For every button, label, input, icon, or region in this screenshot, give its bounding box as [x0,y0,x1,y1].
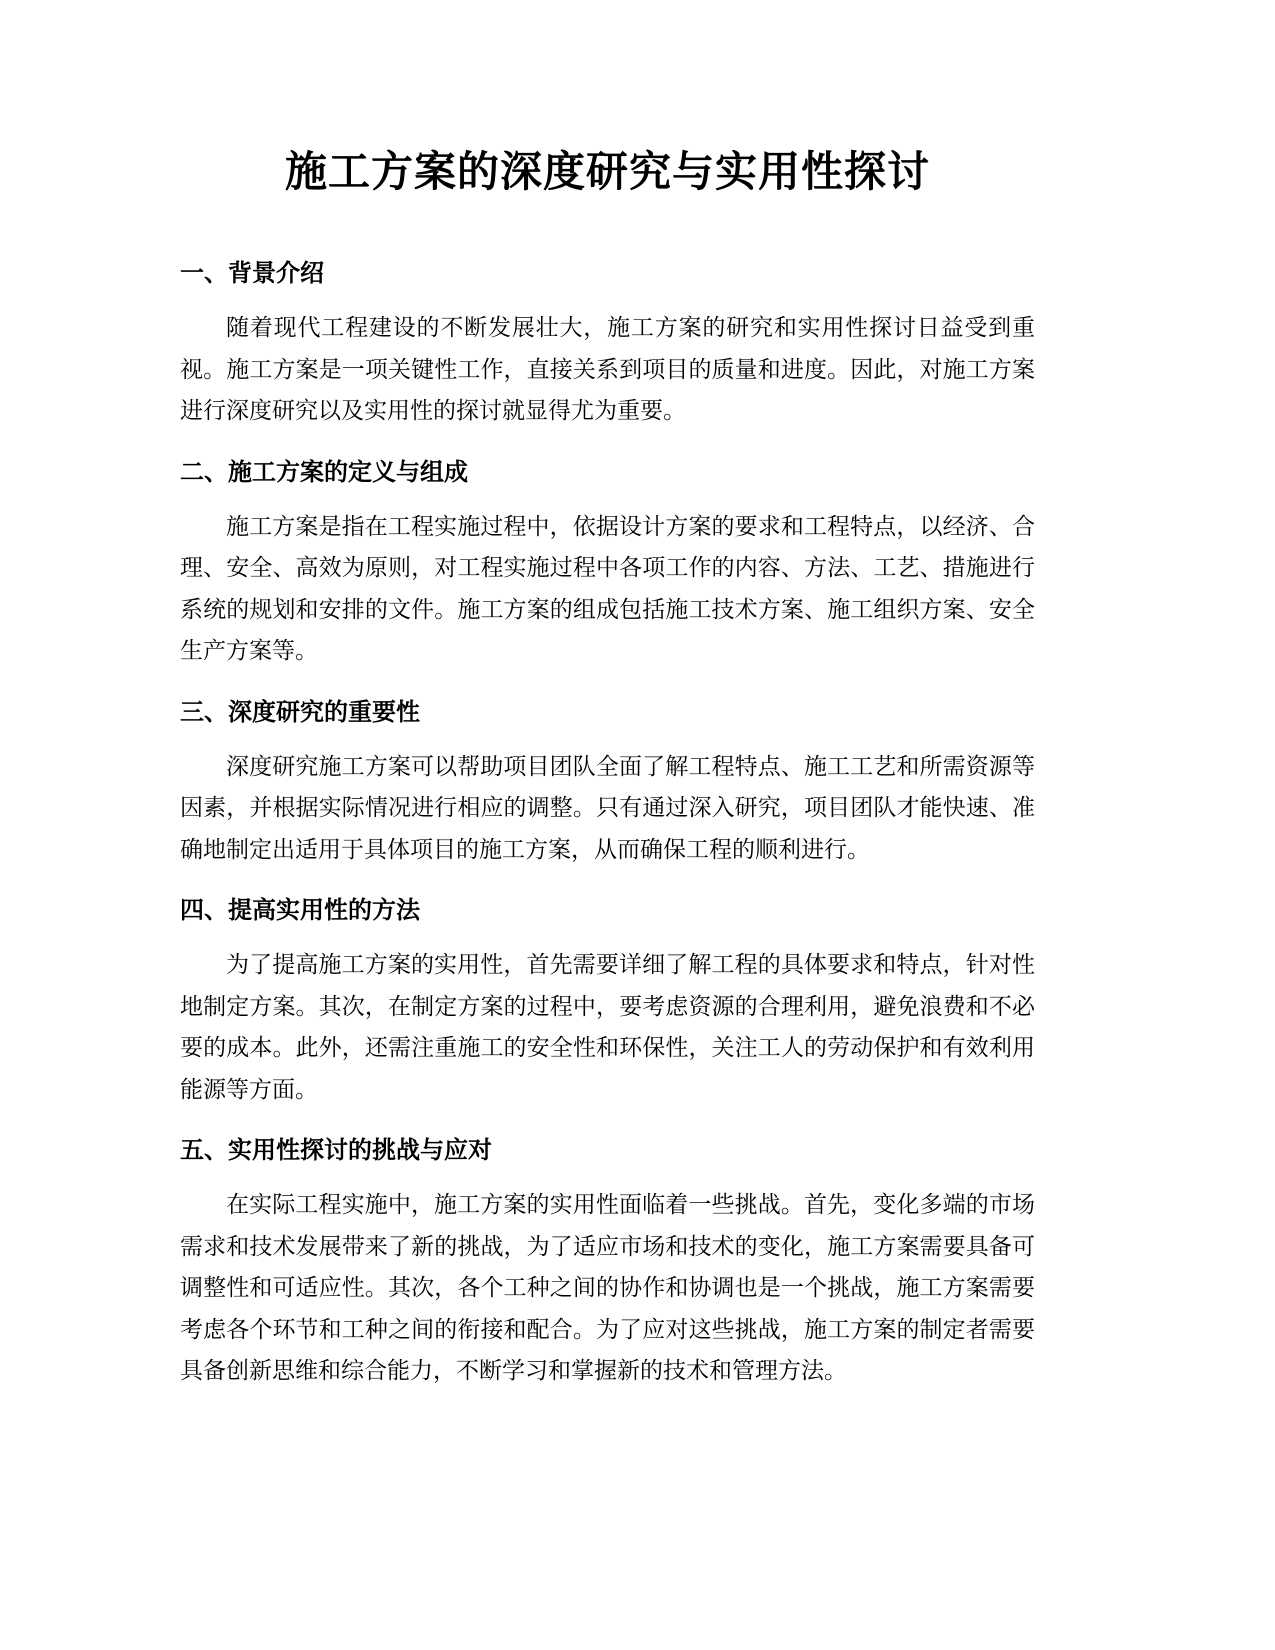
document-title: 施工方案的深度研究与实用性探讨 [284,147,930,196]
section-heading: 二、施工方案的定义与组成 [180,457,468,486]
section-paragraph: 为了提高施工方案的实用性，首先需要详细了解工程的具体要求和特点，针对性地制定方案。其次，在制定方案的过程中，要考虑资源的合理利用，避免浪费和不必要的成本。此外，还需注重施工的安全性和环保性，关注工人的劳动保护和有效利用能源等方面。 [180,952,1035,1103]
section-heading: 三、深度研究的重要性 [180,697,420,726]
section-challenges [180,1135,1035,1393]
section-importance [180,697,1035,872]
section-definition [180,457,1035,673]
document-page [180,140,1035,1417]
section-methods [180,895,1035,1111]
section-heading: 四、提高实用性的方法 [180,896,420,924]
section-heading: 五、实用性探讨的挑战与应对 [180,1136,492,1164]
section-paragraph: 深度研究施工方案可以帮助项目团队全面了解工程特点、施工工艺和所需资源等因素，并根据实际情况进行相应的调整。只有通过深入研究，项目团队才能快速、准确地制定出适用于具体项目的施工方案，从而确保工程的顺利进行。 [180,753,1035,863]
section-paragraph: 在实际工程实施中，施工方案的实用性面临着一些挑战。首先，变化多端的市场需求和技术发展带来了新的挑战，为了适应市场和技术的变化，施工方案需要具备可调整性和可适应性。其次，各个工种之间的协作和协调也是一个挑战，施工方案需要考虑各个环节和工种之间的衔接和配合。为了应对这些挑战，施工方案的制定者需要具备创新思维和综合能力，不断学习和掌握新的技术和管理方法。 [180,1192,1035,1384]
section-heading: 一、背景介绍 [180,259,324,287]
section-background [180,258,1035,433]
section-paragraph: 施工方案是指在工程实施过程中，依据设计方案的要求和工程特点，以经济、合理、安全、高效为原则，对工程实施过程中各项工作的内容、方法、工艺、措施进行系统的规划和安排的文件。施工方案的组成包括施工技术方案、施工组织方案、安全生产方案等。 [180,513,1035,664]
section-paragraph: 随着现代工程建设的不断发展壮大，施工方案的研究和实用性探讨日益受到重视。施工方案是一项关键性工作，直接关系到项目的质量和进度。因此，对施工方案进行深度研究以及实用性的探讨就显得尤为重要。 [180,315,1035,424]
